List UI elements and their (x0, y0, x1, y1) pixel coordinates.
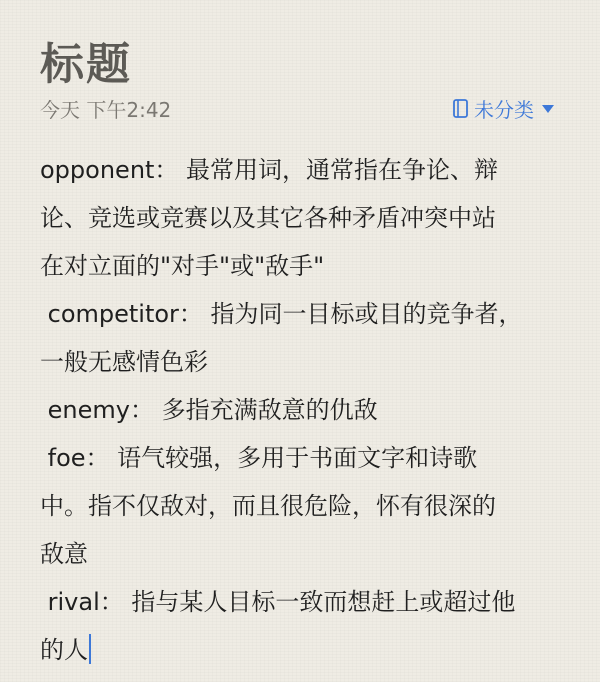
note-title[interactable]: 标题 (40, 39, 132, 90)
body-line: rival： 指与某人目标一致而想赶上或超过他 (40, 588, 516, 616)
body-line: 论、竞选或竞赛以及其它各种矛盾冲突中站 (40, 204, 496, 232)
book-icon (453, 99, 468, 118)
body-line: opponent： 最常用词，通常指在争论、辩 (40, 156, 499, 184)
body-line: 中。指不仅敌对，而且很危险，怀有很深的 (40, 492, 496, 520)
chevron-down-icon (542, 105, 554, 113)
category-selector[interactable] (453, 94, 554, 123)
note-body[interactable] (40, 146, 560, 674)
body-line: 一般无感情色彩 (40, 348, 208, 376)
body-line: 在对立面的"对手"或"敌手" (40, 252, 325, 280)
note-timestamp: 今天 下午2:42 (40, 98, 172, 122)
body-line: foe： 语气较强，多用于书面文字和诗歌 (40, 444, 478, 472)
body-line-text: 的人 (40, 636, 88, 664)
category-label: 未分类 (474, 98, 534, 122)
body-line: competitor： 指为同一目标或目的竞争者， (40, 300, 523, 328)
body-line-last (40, 626, 560, 674)
text-cursor (89, 634, 91, 664)
body-line: enemy： 多指充满敌意的仇敌 (40, 396, 378, 424)
body-line: 敌意 (40, 540, 88, 568)
